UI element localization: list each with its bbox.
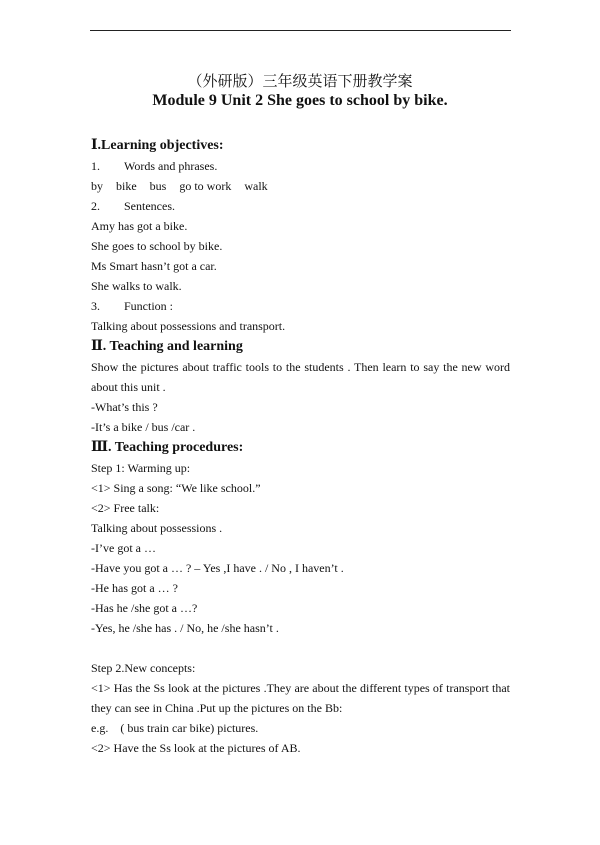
vocab-word: walk xyxy=(244,179,268,193)
sentence-line: She goes to school by bike. xyxy=(91,239,223,253)
step-item: <1> Sing a song: “We like school.” xyxy=(91,481,261,495)
step-item: <2> Have the Ss look at the pictures of AB. xyxy=(91,741,301,755)
list-number: 1. xyxy=(91,159,100,173)
dialogue-line: -What’s this ? xyxy=(91,400,158,414)
dialogue-line: -Have you got a … ? – Yes ,I have . / No , I haven’t . xyxy=(91,561,344,575)
paragraph: <1> Has the Ss look at the pictures .They are about the different types of transport that they can see in China .Put up the pictures on the Bb: xyxy=(91,681,510,715)
section-heading-teaching: Ⅱ. Teaching and learning xyxy=(91,339,243,354)
dialogue-line: -I’ve got a … xyxy=(91,541,156,555)
dialogue-line: -He has got a … ? xyxy=(91,581,178,595)
list-item xyxy=(91,296,510,316)
step-heading: Step 1: Warming up: xyxy=(91,461,191,475)
list-text: Function : xyxy=(124,299,174,313)
list-number: 3. xyxy=(91,299,100,313)
dialogue-line: -Has he /she got a …? xyxy=(91,601,198,615)
header-rule xyxy=(90,30,511,31)
dialogue-line: -Yes, he /she has . / No, he /she hasn’t . xyxy=(91,621,279,635)
vocab-word: go to work xyxy=(179,179,232,193)
vocab-word: by xyxy=(91,179,103,193)
step-heading: Step 2.New concepts: xyxy=(91,661,196,675)
sentence-line: Amy has got a bike. xyxy=(91,219,188,233)
function-text: Talking about possessions and transport. xyxy=(91,319,286,333)
vocab-word: bus xyxy=(149,179,167,193)
document-body xyxy=(91,135,510,758)
blank-line xyxy=(91,638,510,658)
vocabulary-line xyxy=(91,176,510,196)
example-line: e.g. ( bus train car bike) pictures. xyxy=(91,721,259,735)
list-text: Words and phrases. xyxy=(124,159,218,173)
list-text: Sentences. xyxy=(124,199,175,213)
step-item: <2> Free talk: xyxy=(91,501,160,515)
document-title-chinese: （外研版）三年级英语下册教学案 xyxy=(187,72,413,90)
list-item xyxy=(91,156,510,176)
sentence-line: She walks to walk. xyxy=(91,279,182,293)
vocab-word: bike xyxy=(116,179,137,193)
section-heading-objectives: Ⅰ.Learning objectives: xyxy=(91,138,224,153)
paragraph: Show the pictures about traffic tools to the students . Then learn to say the new word about this unit . xyxy=(91,360,510,394)
step-item: Talking about possessions . xyxy=(91,521,223,535)
dialogue-line: -It’s a bike / bus /car . xyxy=(91,420,196,434)
section-heading-procedures: Ⅲ. Teaching procedures: xyxy=(91,440,244,455)
list-item xyxy=(91,196,510,216)
list-number: 2. xyxy=(91,199,100,213)
document-title-english: Module 9 Unit 2 She goes to school by bike. xyxy=(152,92,448,109)
sentence-line: Ms Smart hasn’t got a car. xyxy=(91,259,217,273)
